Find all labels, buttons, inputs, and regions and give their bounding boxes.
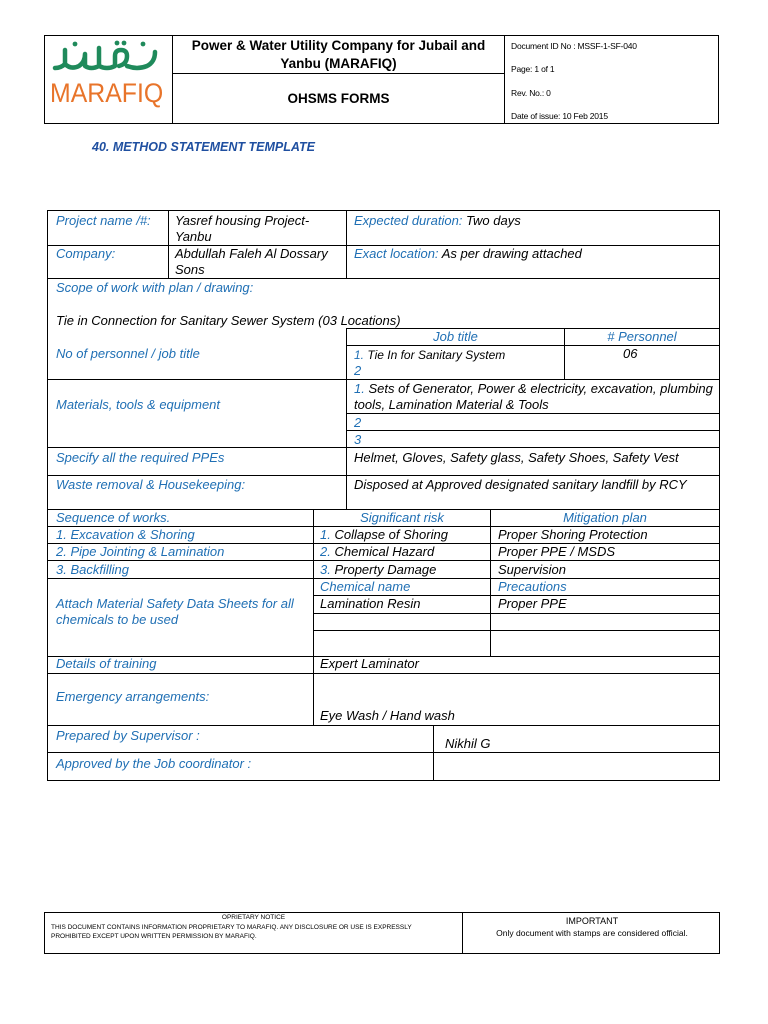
materials-row-2: 2 [354, 415, 362, 430]
works-row-3-plan: Supervision [498, 562, 566, 577]
personnel-row-1-count: 06 [623, 346, 638, 361]
works-row-1-sequence: 1. Excavation & Shoring [56, 527, 195, 542]
works-row-2-risk: 2. Chemical Hazard [320, 544, 435, 559]
precautions-header: Precautions [498, 579, 567, 594]
scope-value: Tie in Connection for Sanitary Sewer System (03 Locations) [56, 313, 401, 328]
mitigation-header: Mitigation plan [563, 510, 647, 525]
approved-by-label: Approved by the Job coordinator : [56, 756, 252, 771]
waste-label: Waste removal & Housekeeping: [56, 477, 246, 492]
document-footer [44, 912, 720, 954]
works-row-3-risk: 3. Property Damage [320, 562, 437, 577]
exact-location-field: Exact location: As per drawing attached [354, 246, 582, 261]
logo-english-text: MARAFIQ [50, 78, 164, 108]
expected-duration-value: Two days [466, 213, 521, 228]
expected-duration-field: Expected duration: Two days [354, 213, 521, 228]
ppe-value: Helmet, Gloves, Safety glass, Safety Shoes, Safety Vest [354, 450, 679, 465]
important-body: Only document with stamps are considered official. [496, 928, 688, 938]
prepared-by-value: Nikhil G [445, 736, 491, 751]
page-number: Page: 1 of 1 [511, 64, 555, 74]
works-row-3-sequence: 3. Backfilling [56, 562, 129, 577]
project-name-value: Yasref housing Project- Yanbu [175, 213, 310, 244]
personnel-row-1: 1. Tie In for Sanitary System [354, 348, 506, 362]
company-title: Power & Water Utility Company for Jubail and Yanbu (MARAFIQ) [191, 38, 486, 71]
waste-value: Disposed at Approved designated sanitary landfill by RCY [354, 477, 687, 492]
materials-label: Materials, tools & equipment [56, 397, 221, 412]
prepared-by-label: Prepared by Supervisor : [56, 728, 200, 743]
works-row-1-plan: Proper Shoring Protection [498, 527, 648, 542]
document-header [44, 35, 719, 124]
works-row-2-plan: Proper PPE / MSDS [498, 544, 616, 559]
chemical-row-1-precaution: Proper PPE [498, 596, 567, 611]
ppe-label: Specify all the required PPEs [56, 450, 225, 465]
materials-row-1: 1. Sets of Generator, Power & electricity, excavation, plumbing tools, Lamination Material & Tools [354, 381, 713, 412]
personnel-count-header: # Personnel [607, 329, 677, 344]
chemical-header: Chemical name [320, 579, 411, 594]
logo-arabic-text: مرافق [51, 38, 54, 39]
personnel-label: No of personnel / job title [56, 346, 200, 361]
risk-header: Significant risk [360, 510, 444, 525]
company-label: Company: [56, 246, 116, 261]
exact-location-value: As per drawing attached [441, 246, 582, 261]
revision-number: Rev. No.: 0 [511, 88, 551, 98]
personnel-row-2: 2 [354, 363, 362, 378]
marafiq-arabic-logo-mark [51, 38, 161, 78]
training-label: Details of training [56, 656, 157, 671]
chemical-row-1-name: Lamination Resin [320, 596, 421, 611]
job-title-header: Job title [433, 329, 478, 344]
proprietary-notice-body: THIS DOCUMENT CONTAINS INFORMATION PROPRIETARY TO MARAFIQ. ANY DISCLOSURE OR USE IS EXPRESSLY PROHIBITED EXCEPT UPON WRITTEN PERMISSION BY MARAFIQ. [51, 924, 412, 940]
sequence-header: Sequence of works. [56, 510, 171, 525]
important-title: IMPORTANT [565, 916, 619, 926]
training-value: Expert Laminator [320, 656, 419, 671]
section-title: 40. METHOD STATEMENT TEMPLATE [92, 140, 315, 154]
marafiq-logo [45, 36, 172, 123]
works-row-2-sequence: 2. Pipe Jointing & Lamination [56, 544, 225, 559]
works-row-1-risk: 1. Collapse of Shoring [320, 527, 448, 542]
proprietary-notice-title: OPRIETARY NOTICE [221, 914, 286, 921]
project-name-label: Project name /#: [56, 213, 151, 228]
company-value: Abdullah Faleh Al Dossary Sons [175, 246, 328, 277]
emergency-label: Emergency arrangements: [56, 689, 210, 704]
materials-row-3: 3 [354, 432, 362, 447]
msds-label: Attach Material Safety Data Sheets for all chemicals to be used [56, 596, 294, 627]
document-id: Document ID No : MSSF-1-SF-040 [511, 41, 637, 51]
scope-label: Scope of work with plan / drawing: [56, 280, 254, 295]
forms-title: OHSMS FORMS [287, 91, 390, 106]
date-of-issue: Date of issue: 10 Feb 2015 [511, 111, 608, 121]
method-statement-form [47, 210, 720, 781]
emergency-value: Eye Wash / Hand wash [320, 708, 455, 723]
